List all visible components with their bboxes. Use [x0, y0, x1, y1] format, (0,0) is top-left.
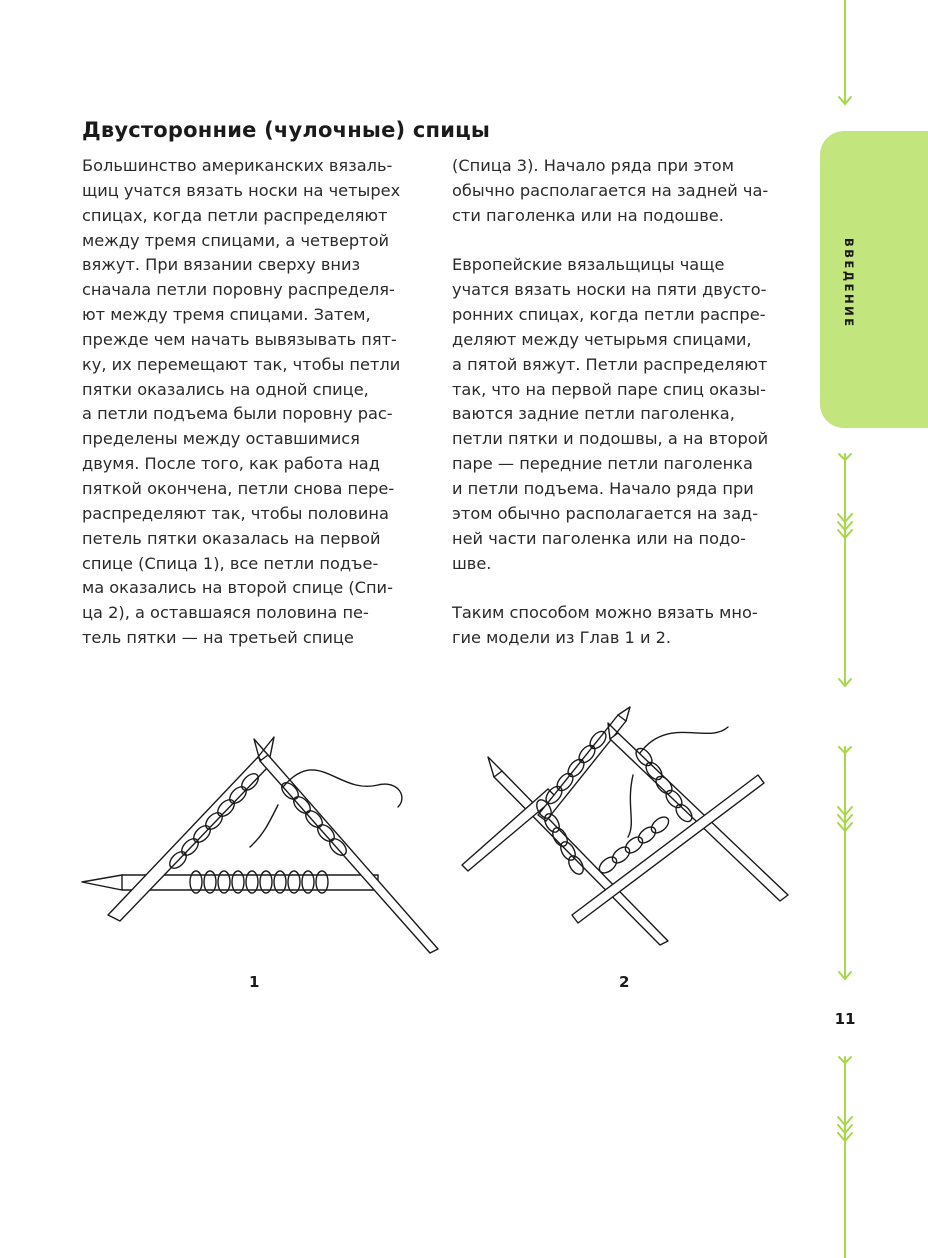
text-line: так, что на первой паре спиц оказы- [452, 379, 766, 399]
text-line: и петли подъема. Начало ряда при [452, 478, 754, 498]
text-line: пределены между оставшимися [82, 429, 360, 449]
text-line: двумя. После того, как работа над [82, 454, 380, 474]
text-line: ней части паголенка или на подо- [452, 528, 746, 548]
text-line: между тремя спицами, а четвертой [82, 230, 390, 250]
section-heading: Двусторонние (чулочные) спицы [82, 118, 491, 142]
text-line: этом обычно располагается на зад- [452, 503, 759, 523]
text-line: (Спица 3). Начало ряда при этом [452, 156, 734, 175]
chapter-tab-label: ВВЕДЕНИЕ [842, 238, 856, 329]
text-line: ца 2), а оставшаяся половина пе- [82, 603, 369, 623]
figure-2-label: 2 [619, 973, 630, 991]
text-line: учатся вязать носки на пяти двусто- [452, 280, 767, 300]
text-line: сначала петли поровну распределя- [82, 280, 395, 300]
text-line: петли пятки и подошвы, а на второй [452, 429, 769, 449]
left-column [82, 154, 442, 651]
text-line: щиц учатся вязать носки на четырех [82, 180, 401, 200]
text-line: ронних спицах, когда петли распре- [452, 305, 766, 325]
stitches-bottom [596, 814, 671, 876]
text-line: деляют между четырьмя спицами, [452, 329, 752, 349]
text-line: гие модели из Глав 1 и 2. [452, 628, 672, 648]
figure-2-illustration [458, 705, 798, 950]
text-line: Большинство американских вязаль- [82, 156, 393, 175]
paragraph-gap [452, 229, 812, 254]
page-number: 11 [834, 1010, 856, 1028]
text-line: ваются задние петли паголенка, [452, 404, 735, 424]
arrow-line-icon [828, 745, 862, 985]
arrow-line-icon [828, 1055, 862, 1258]
paragraph-gap [452, 576, 812, 601]
text-line: пяткой окончена, петли снова пере- [82, 478, 395, 498]
text-line: обычно располагается на задней ча- [452, 180, 769, 200]
text-line: спице (Спица 1), все петли подъе- [82, 553, 379, 573]
text-line: а петли подъема были поровну рас- [82, 404, 393, 424]
text-line: прежде чем начать вывязывать пят- [82, 329, 397, 349]
text-line: сти паголенка или на подошве. [452, 205, 724, 225]
text-line: вяжут. При вязании сверху вниз [82, 255, 361, 275]
text-line: пятки оказались на одной спице, [82, 379, 369, 399]
arrow-down-icon [828, 0, 862, 112]
text-line: а пятой вяжут. Петли распределяют [452, 354, 768, 374]
text-line: ют между тремя спицами. Затем, [82, 305, 371, 325]
text-line: спицах, когда петли распределяют [82, 205, 388, 225]
figure-1-label: 1 [249, 973, 260, 991]
text-line: распределяют так, чтобы половина [82, 503, 389, 523]
text-line: паре — передние петли паголенка [452, 454, 753, 474]
text-line: Таким способом можно вязать мно- [452, 603, 758, 623]
right-column [452, 154, 812, 651]
arrow-line-icon [828, 452, 862, 692]
text-line: ма оказались на второй спице (Спи- [82, 578, 393, 598]
text-line: петель пятки оказалась на первой [82, 528, 381, 548]
text-line: шве. [452, 553, 492, 573]
text-line: ку, их перемещают так, чтобы петли [82, 354, 401, 374]
text-line: Европейские вязальщицы чаще [452, 255, 725, 275]
figure-1-illustration [78, 725, 448, 960]
text-line: тель пятки — на третьей спице [82, 628, 354, 648]
